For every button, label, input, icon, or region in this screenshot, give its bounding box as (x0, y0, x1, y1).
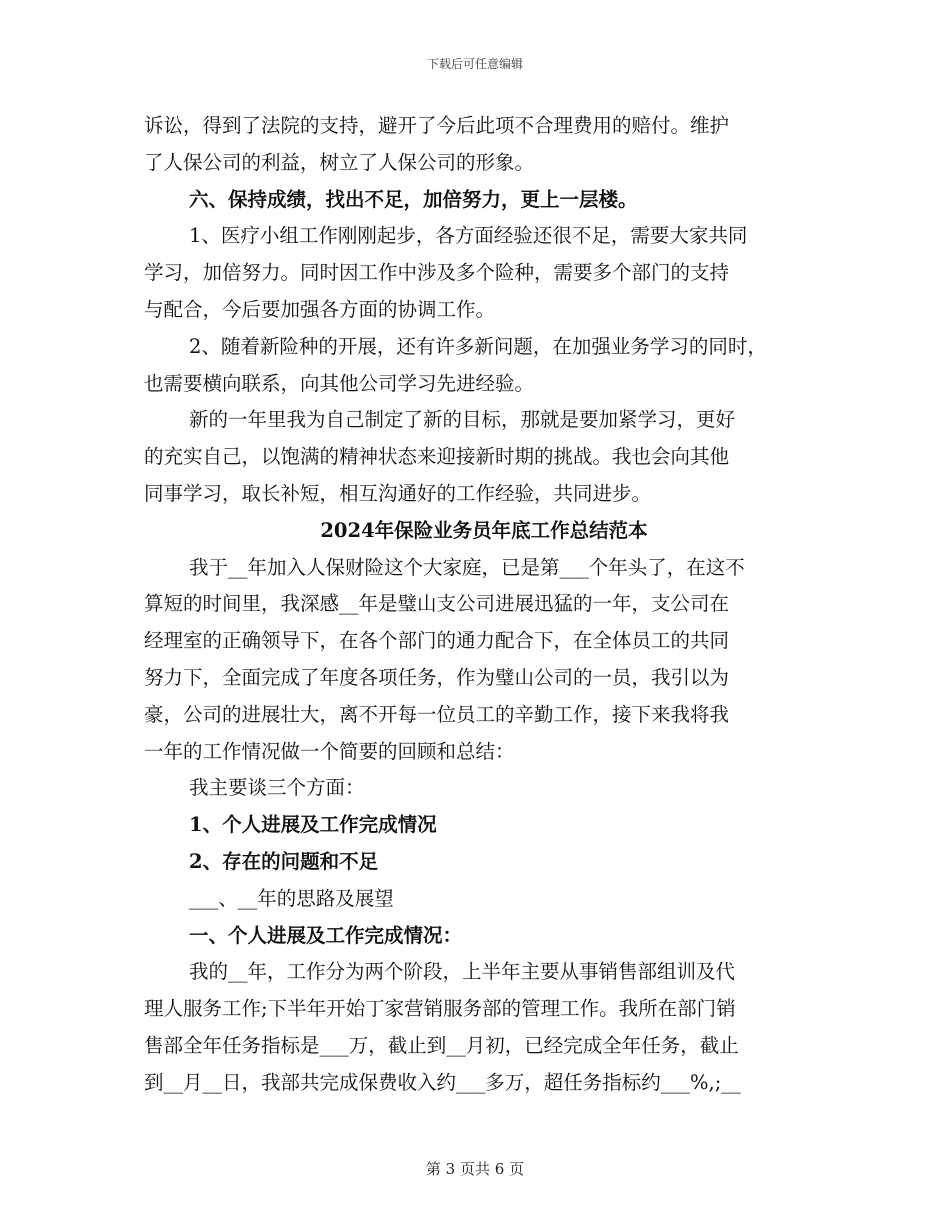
text-line: 1、医疗小组工作刚刚起步，各方面经验还很不足，需要大家共同 (189, 224, 748, 248)
text-line: 算短的时间里，我深感__年是璧山支公司进展迅猛的一年，支公司在 (144, 592, 730, 616)
text-line: 豪，公司的进展壮大，离不开每一位员工的辛勤工作，接下来我将我 (144, 702, 730, 726)
page-header: 下载后可任意编辑 (426, 57, 523, 71)
text-line: 了人保公司的利益，树立了人保公司的形象。 (144, 150, 535, 174)
text-line: 理人服务工作;下半年开始丁家营销服务部的管理工作。我所在部门销 (144, 997, 736, 1021)
text-line: 同事学习，取长补短，相互沟通好的工作经验，共同进步。 (144, 481, 652, 505)
text-line: 2、存在的问题和不足 (189, 849, 379, 873)
page-footer: 第 3 页共 6 页 (425, 1160, 525, 1178)
text-line: 一年的工作情况做一个简要的回顾和总结： (144, 739, 515, 763)
text-line: 也需要横向联系，向其他公司学习先进经验。 (144, 371, 535, 395)
text-line: 2、随着新险种的开展，还有许多新问题，在加强业务学习的同时， (189, 334, 767, 358)
text-line: 与配合，今后要加强各方面的协调工作。 (144, 297, 496, 321)
text-line: 的充实自己，以饱满的精神状态来迎接新时期的挑战。我也会向其他 (144, 445, 730, 469)
text-line: ___、__年的思路及展望 (189, 886, 394, 910)
text-line: 1、个人进展及工作完成情况 (189, 813, 437, 837)
text-line: 一、个人进展及工作完成情况： (189, 923, 463, 947)
text-line: 售部全年任务指标是___万，截止到__月初，已经完成全年任务，截止 (144, 1033, 739, 1057)
text-line: 诉讼，得到了法院的支持，避开了今后此项不合理费用的赔付。维护 (144, 114, 730, 137)
text-line: 六、保持成绩，找出不足，加倍努力，更上一层楼。 (189, 187, 638, 211)
document-body (144, 108, 824, 1102)
text-line: 我于__年加入人保财险这个大家庭，已是第___个年头了，在这不 (189, 555, 745, 579)
text-line: 学习，加倍努力。同时因工作中涉及多个险种，需要多个部门的支持 (144, 261, 730, 285)
text-line: 2024年保险业务员年底工作总结范本 (320, 518, 648, 542)
text-line: 新的一年里我为自己制定了新的目标，那就是要加紧学习，更好 (189, 408, 736, 432)
text-line: 努力下，全面完成了年度各项任务，作为璧山公司的一员，我引以为 (144, 665, 730, 689)
text-line: 经理室的正确领导下，在各个部门的通力配合下，在全体员工的共同 (144, 629, 730, 653)
text-line: 我的__年，工作分为两个阶段，上半年主要从事销售部组训及代 (189, 960, 736, 984)
text-line: 我主要谈三个方面： (189, 776, 365, 800)
text-line: 到__月__日，我部共完成保费收入约___多万，超任务指标约___%,;__ (144, 1070, 741, 1094)
